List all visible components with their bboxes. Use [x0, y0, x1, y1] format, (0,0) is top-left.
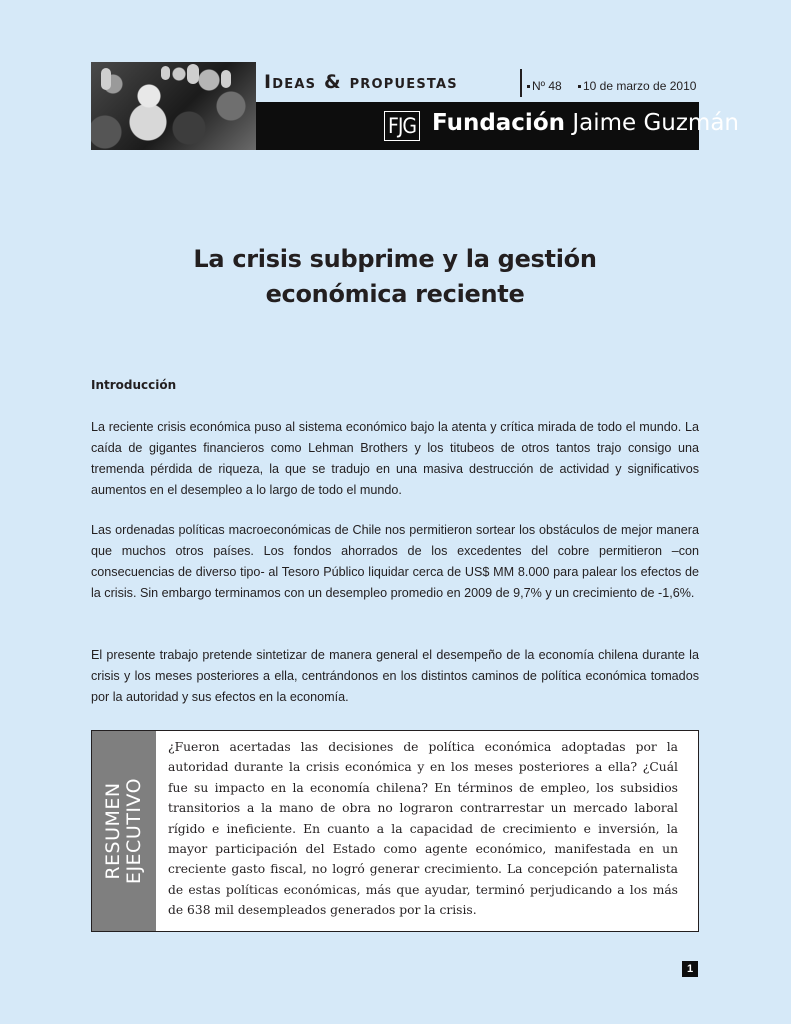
- foundation-bar: [256, 102, 739, 150]
- series-bar: [256, 62, 699, 102]
- header-banner: [91, 62, 739, 150]
- issue-date-wrap: [578, 79, 696, 93]
- header-photo: [91, 62, 256, 150]
- foundation-name: [432, 110, 739, 136]
- introduction-paragraph-2: Las ordenadas políticas macroeconómicas de Chile nos permitieron sortear los obstáculos de mejor manera que muchos otros países. Los fondos ahorrados de los excedentes del cobre permitieron –con consecuencias de diverso tipo- al Tesoro Público liquidar cerca de US$ MM 8.000 para palear los efectos de la crisis. Sin embargo terminamos con un desempleo promedio en 2009 de 9,7% y un crecimiento de -1,6%.: [91, 523, 699, 600]
- series-title: Ideas & propuestas: [264, 71, 458, 93]
- document-title-line-1: La crisis subprime y la gestión: [193, 245, 597, 273]
- foundation-name-regular: Jaime Guzmán: [572, 110, 739, 136]
- issue-date: 10 de marzo de 2010: [583, 79, 697, 93]
- document-title-line-2: económica reciente: [265, 280, 525, 308]
- series-divider: [520, 69, 522, 97]
- issue-number-wrap: [527, 79, 562, 93]
- introduction-paragraph-1: La reciente crisis económica puso al sistema económico bajo la atenta y crítica mirada de todo el mundo. La caída de gigantes financieros como Lehman Brothers y los titubeos de otros tantos trajo consigo una tremenda pérdida de riqueza, la que se tradujo en una masiva destrucción de actividad y significativos aumentos en el desempleo a lo largo de todo el mundo.: [91, 420, 699, 497]
- executive-summary-box: [91, 730, 699, 932]
- executive-summary-text: ¿Fueron acertadas las decisiones de política económica adoptadas por la autoridad durante la crisis económica y en los meses posteriores a ella? ¿Cuál fue su impacto en la economía chilena? En términos de empleo, los subsidios transitorios a la mano de obra no lograron contrarrestar un mercado laboral rígido e ineficiente. En cuanto a la capacidad de crecimiento e inversión, la mayor participación del Estado como agente económico, manifestada en un creciente gasto fiscal, no logró generar crecimiento. La concepción paternalista de estas políticas económicas, más que ayudar, terminó perjudicando a los más de 638 mil desempleados generados por la crisis.: [168, 740, 678, 918]
- introduction-heading: Introducción: [91, 378, 177, 392]
- executive-summary-label-line-2: EJECUTIVO: [123, 777, 145, 885]
- page-number: 1: [682, 961, 698, 977]
- fjg-logo: FJG: [384, 111, 420, 141]
- executive-summary-label: [103, 778, 145, 884]
- issue-number: Nº 48: [532, 79, 562, 93]
- introduction-paragraph-3: El presente trabajo pretende sintetizar de manera general el desempeño de la economía chilena durante la crisis y los meses posteriores a ella, centrándonos en los distintos caminos de política económica tomados por la autoridad y sus efectos en la economía.: [91, 648, 699, 704]
- foundation-name-bold: Fundación: [432, 110, 565, 136]
- bullet-icon: [578, 85, 581, 88]
- bullet-icon: [527, 85, 530, 88]
- executive-summary-label-line-1: RESUMEN: [102, 782, 124, 880]
- executive-summary-sidebar: [92, 731, 156, 931]
- document-title: [91, 242, 699, 312]
